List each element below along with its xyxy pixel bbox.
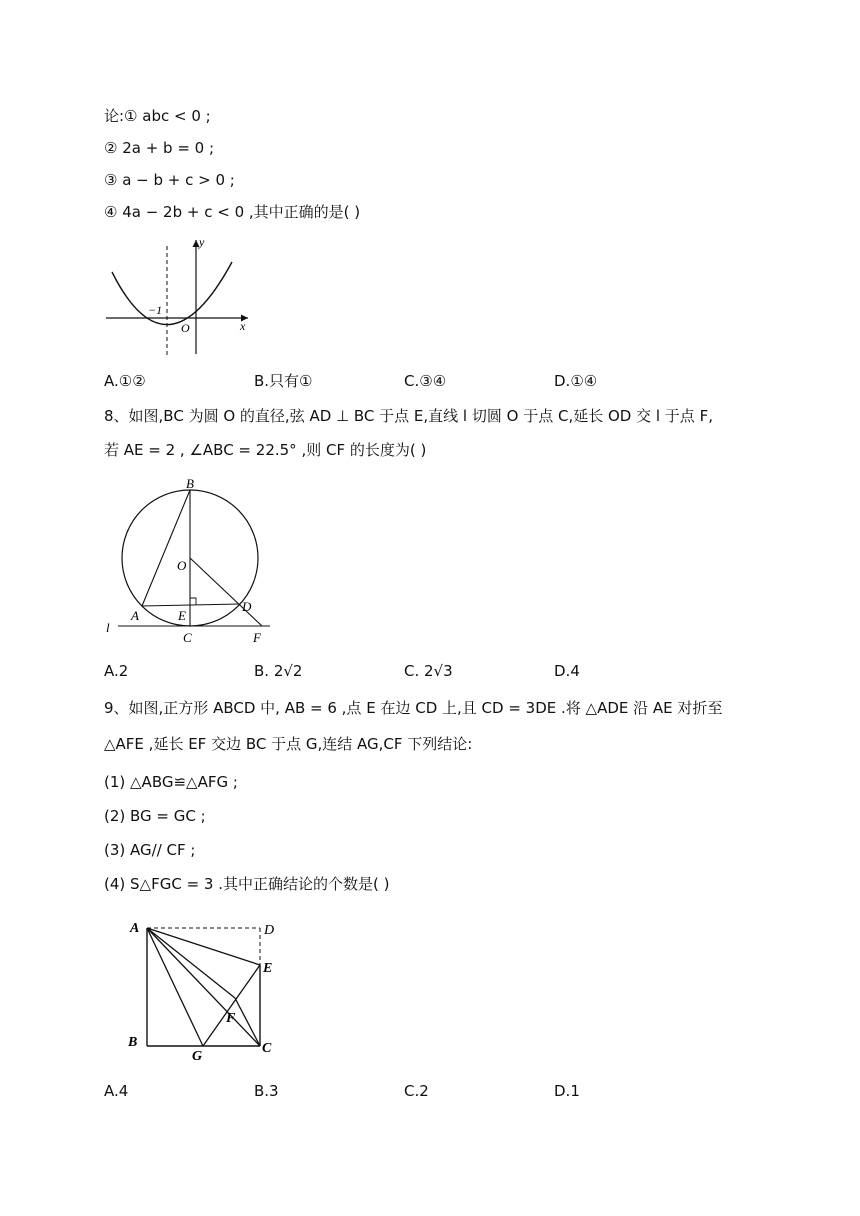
q9-label-d: D (264, 923, 275, 938)
q7-conclusion-3: ③ a − b + c > 0 ; (104, 171, 235, 189)
q7-origin-label: O (181, 321, 190, 335)
q8-label-a: A (131, 608, 139, 623)
q9-square-figure (120, 912, 300, 1062)
q8-option-b[interactable]: B. 2√2 (254, 662, 303, 680)
q7-y-label: y (199, 235, 205, 249)
q9-label-b: B (128, 1035, 138, 1050)
q8-label-e: E (178, 608, 186, 623)
q9-option-d[interactable]: D.1 (554, 1082, 580, 1100)
q9-conclusion-4: (4) S△FGC = 3 .其中正确结论的个数是( ) (104, 875, 390, 893)
q7-option-b[interactable]: B.只有① (254, 372, 313, 390)
q9-label-a: A (130, 921, 140, 936)
q7-x-label: x (240, 319, 246, 333)
q9-stem-line-1: 9、如图,正方形 ABCD 中, AB = 6 ,点 E 在边 CD 上,且 CD = 3DE .将 △ADE 沿 AE 对折至 (104, 699, 723, 717)
q8-option-c[interactable]: C. 2√3 (404, 662, 453, 680)
q8-option-d[interactable]: D.4 (554, 662, 580, 680)
q9-option-c[interactable]: C.2 (404, 1082, 429, 1100)
q8-label-d: D (242, 599, 252, 614)
q9-label-c: C (262, 1041, 272, 1056)
q7-conclusion-4: ④ 4a − 2b + c < 0 ,其中正确的是( ) (104, 203, 361, 221)
q9-label-e: E (263, 961, 273, 976)
q7-parabola-figure (100, 232, 260, 362)
q7-option-c[interactable]: C.③④ (404, 372, 447, 390)
q9-option-a[interactable]: A.4 (104, 1082, 129, 1100)
q8-label-o: O (177, 558, 187, 573)
q9-conclusion-3: (3) AG// CF ; (104, 841, 196, 859)
q7-option-a[interactable]: A.①② (104, 372, 146, 390)
q8-label-c: C (183, 630, 192, 645)
q9-conclusion-1: (1) △ABG≌△AFG ; (104, 773, 238, 791)
q7-conclusion-1: 论:① abc < 0 ; (104, 107, 211, 125)
q9-stem-line-2: △AFE ,延长 EF 交边 BC 于点 G,连结 AG,CF 下列结论: (104, 735, 473, 753)
q9-label-g: G (192, 1049, 203, 1062)
q9-conclusion-2: (2) BG = GC ; (104, 807, 206, 825)
q8-label-b: B (186, 476, 194, 491)
q7-option-d[interactable]: D.①④ (554, 372, 598, 390)
q7-conclusion-2: ② 2a + b = 0 ; (104, 139, 215, 157)
q9-option-b[interactable]: B.3 (254, 1082, 279, 1100)
q9-label-f: F (226, 1011, 236, 1026)
q8-stem-line-1: 8、如图,BC 为圆 O 的直径,弦 AD ⊥ BC 于点 E,直线 l 切圆 O 于点 C,延长 OD 交 l 于点 F, (104, 407, 713, 425)
q8-label-f: F (253, 630, 261, 645)
q8-label-l: l (106, 620, 110, 635)
q8-option-a[interactable]: A.2 (104, 662, 129, 680)
q7-neg1-label: −1 (148, 303, 163, 317)
q8-stem-line-2: 若 AE = 2 , ∠ABC = 22.5° ,则 CF 的长度为( ) (104, 441, 427, 459)
q8-circle-figure (100, 474, 280, 646)
